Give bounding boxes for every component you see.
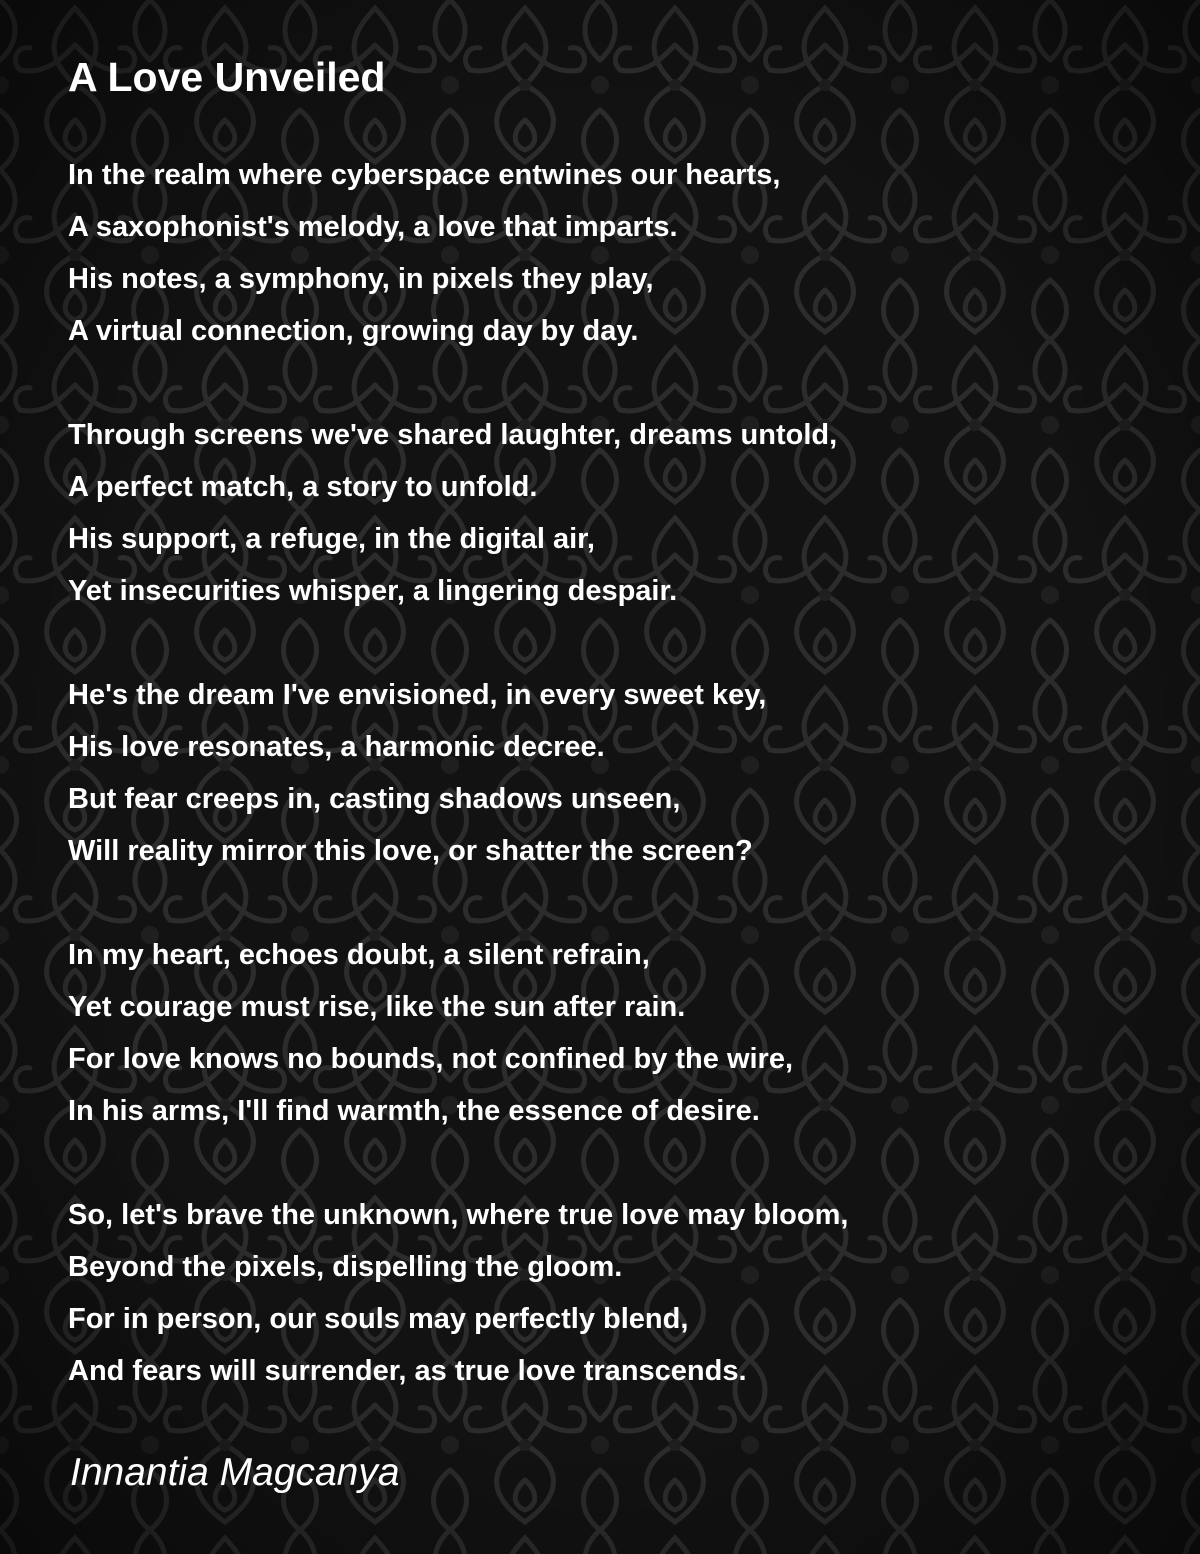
stanza-4 [68, 929, 1168, 1137]
stanza-3 [68, 669, 1168, 877]
poem-body [68, 149, 1168, 1449]
poem-line: A perfect match, a story to unfold. [68, 471, 538, 503]
poem-line: His love resonates, a harmonic decree. [68, 731, 605, 763]
poem-line: Yet courage must rise, like the sun after rain. [68, 991, 686, 1023]
poem-title: A Love Unveiled [68, 54, 386, 100]
poem-line: Will reality mirror this love, or shatter the screen? [68, 835, 753, 867]
poem-author: Innantia Magcanya [70, 1451, 400, 1494]
poem-line: In his arms, I'll find warmth, the essence of desire. [68, 1095, 760, 1127]
stanza-2 [68, 409, 1168, 617]
poem-line: He's the dream I've envisioned, in every sweet key, [68, 679, 767, 711]
poem-line: A virtual connection, growing day by day. [68, 315, 639, 347]
poem-line: And fears will surrender, as true love transcends. [68, 1355, 747, 1387]
stanza-1 [68, 149, 1168, 357]
poem-line: Yet insecurities whisper, a lingering despair. [68, 575, 678, 607]
poem-line: For love knows no bounds, not confined by the wire, [68, 1043, 794, 1075]
poem-line: His support, a refuge, in the digital air, [68, 523, 595, 555]
poem-line: Through screens we've shared laughter, dreams untold, [68, 419, 838, 451]
poem-line: But fear creeps in, casting shadows unseen, [68, 783, 681, 815]
poem-line: In the realm where cyberspace entwines our hearts, [68, 159, 781, 191]
stanza-5 [68, 1189, 1168, 1397]
poem-line: In my heart, echoes doubt, a silent refrain, [68, 939, 650, 971]
poem-line: For in person, our souls may perfectly blend, [68, 1303, 689, 1335]
poem-line: His notes, a symphony, in pixels they play, [68, 263, 654, 295]
poem-line: Beyond the pixels, dispelling the gloom. [68, 1251, 623, 1283]
poem-line: So, let's brave the unknown, where true love may bloom, [68, 1199, 849, 1231]
poem-line: A saxophonist's melody, a love that imparts. [68, 211, 678, 243]
